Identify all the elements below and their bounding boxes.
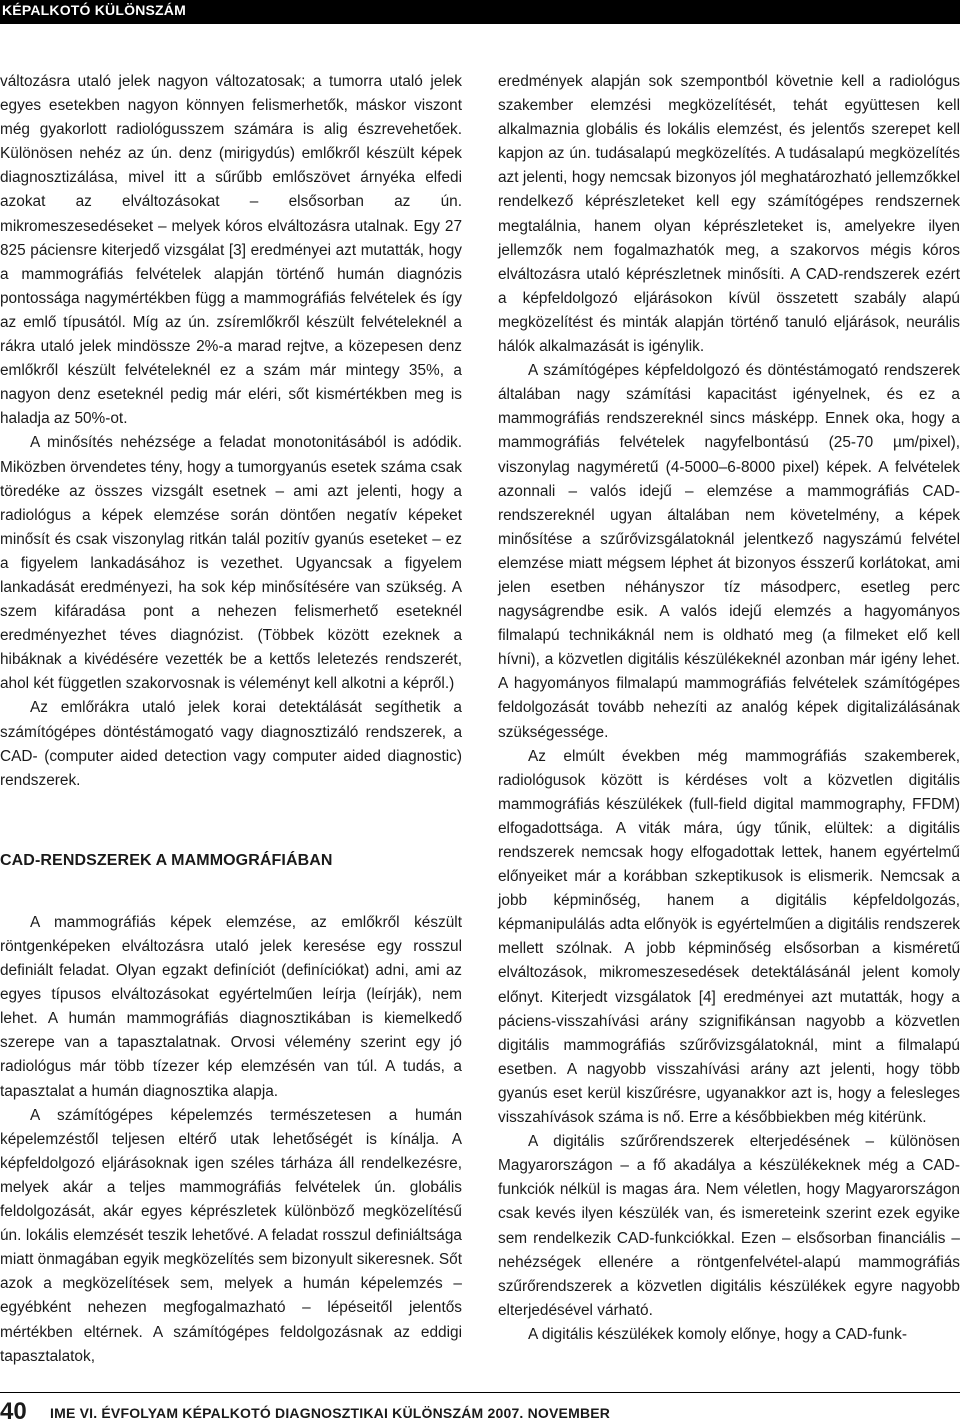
right-column bbox=[498, 70, 960, 1347]
paragraph: A mammográfiás képek elemzése, az emlőkről készült röntgenképeken elváltozásra utaló jelek keresése egy rosszul definiált feladat. Olyan egzakt definíciót (definíciókat) adni, ami az egyes típusos elváltozásokat egyértelműen leírja (leírják), nem lehet. A humán mammográfiás diagnosztikában is kiemelkedő szerepe van a tapasztalatnak. Orvosi vélemény szerint egy jó radiológus már több tízezer kép elemzésén van túl. A tudás, a tapasztalat a humán diagnosztika alapja. bbox=[0, 913, 462, 1100]
paragraph: Az elmúlt években még mammográfiás szakemberek, radiológusok között is kérdéses volt a közvetlen digitális mammográfiás készülékek (full-field digital mammography, FFDM) elfogadottsága. A viták mára, úgy tűnik, elültek: a digitális rendszerek nemcsak hogy elfogadottak lettek, hanem egyértelmű előnyeiket már a korábban szkeptikusok is elismerik. Nemcsak a jobb képminőség, hanem a digitális képfeldolgozás, képmanipulálás adta előnyök is egyértelműen a digitális rendszerek mellett szólnak. A jobb képminőség elsősorban a kisméretű elváltozások, mikromeszesedések detektálásánál jelent komoly előnyt. Kiterjedt vizsgálatok [4] eredményei azt mutatták, hogy a páciens-visszahívási arány szignifikánsan nagyobb a közvetlen digitális mammográfiás szűrővizsgálatoknál, mint a filmalapú esetben. A nagyobb visszahívási arány azt jelenti, hogy több gyanús eset kerül kiszűrésre, ugyanakkor azt is, hogy a felesleges visszahívások száma is nő. Erre a későbbiekben még kitérünk. bbox=[498, 747, 960, 1127]
paragraph: eredmények alapján sok szempontból követnie kell a radiológus szakember elemzési megközelítését, tehát együttesen kell alkalmaznia globális és lokális elemzést, és jelentős szerepet kell kapjon az ún. tudásalapú megközelítés. A tudásalapú megközelítés azt jelenti, hogy nemcsak bizonyos jól meghatározható jellemzőkkel rendelkező képrészleteket kell egy számítógépes rendszernek megtalálnia, hanem olyan képrészleteket is, amelyekre ilyen jellemzők nem fogalmazhatók meg, a szakorvos mégis kóros elváltozásra utaló képrészletnek minősíti. A CAD-rendszerek ezért a képfeldolgozó eljárásokon kívül összetett szabály alapú megközelítést és minták alapján történő tanuló eljárások, neurális hálók alkalmazását is igénylik. bbox=[498, 73, 960, 356]
paragraph: Az emlőrákra utaló jelek korai detektálását segíthetik a számítógépes döntéstámogató vagy diagnosztizáló rendszerek, a CAD- (computer aided detection vagy computer aided diagnostic) rendszerek. bbox=[0, 699, 462, 789]
paragraph: A számítógépes képfeldolgozó és döntéstámogató rendszerek általában nagy számítási kapacitást igényelnek, és ez a mammográfiás rendszereknél sincs másképp. Ennek oka, hogy a mammográfiás felvételek nagyfelbontású (25-70 µm/pixel), viszonylag nagyméretű (4-5000–6-8000 pixel) képek. A felvételek azonnali – valós idejű – elemzése a mammográfiás CAD-rendszereknél ugyan általában nem követelmény, a képek minősítése a szűrővizsgálatoknál jelentkező nagyszámú felvétel elemzése miatt mégsem léphet át bizonyos ésszerű korlátokat, ami jelen esetben néhányszor tíz másodperc, esetleg perc nagyságrendbe esik. A valós idejű elemzés a hagyományos filmalapú technikáknál nem is oldható meg (a filmeket elő kell hívni), a közvetlen digitális készülékeknél azonban már igény lehet. A hagyományos filmalapú mammográfiás felvételek számítógépes feldolgozását tovább nehezíti az analóg képek digitalizálásának szükségessége. bbox=[498, 362, 960, 741]
header-bar bbox=[0, 0, 960, 24]
paragraph: A minősítés nehézsége a feladat monotonitásából is adódik. Miközben örvendetes tény, hogy a tumorgyanús esetek száma csak töredéke az összes vizsgált esetnek – ami azt jelenti, hogy a radiológus a képek elemzése során döntően negatív képeket minősít és csak viszonylag ritkán talál pozitív gyanús eseteket – ez a figyelem lankadásához is vezethet. Ugyancsak a figyelem lankadását eredményezi, ha sok kép minősítésére van szükség. A szem kifáradása pont a nehezen felismerhető eseteknél eredményezhet téves diagnózist. (Többek között ezeknek a hibáknak a kivédésére vezették be a kettős leletezés rendszerét, ahol két független szakorvosnak is véleményt kell alkotni a képről.) bbox=[0, 434, 462, 693]
paragraph: A digitális szűrőrendszerek elterjedésének – különösen Magyarországon – a fő akadálya a készülékeknek még a CAD-funkciók nélkül is magas ára. Nem véletlen, hogy Magyarországon csak kevés ilyen készülék van, és ismereteink szerint ezek egyike sem rendelkezik CAD-funkciókkal. Ezen – elsősorban financiális – nehézségek ellenére a röntgenfelvétel-alapú mammográfiás szűrőrendszerek a közvetlen digitális készülékek egyre nagyobb elterjedésével várható. bbox=[498, 1133, 960, 1319]
footer-rule bbox=[0, 1392, 960, 1393]
left-column bbox=[0, 70, 462, 1369]
paragraph: A számítógépes képelemzés természetesen a humán képelemzéstől teljesen eltérő utak lehetőségét is kínálja. A képfeldolgozó eljárásoknak igen széles tárháza áll rendelkezésre, melyek akár a teljes mammográfiás felvételek ún. globális feldolgozását, akár egyes képrészletek különböző megközelítésű ún. lokális elemzését teszik lehetővé. A feladat rosszul definiáltsága miatt önmagában egyik megközelítés sem bizonyult sikeresnek. Sőt azok a megközelítések sem, melyek a humán képelemzés – egyébként nehezen megfogalmazható – lépéseitől jelentős mértékben eltérnek. A számítógépes feldolgozásnak az eddigi tapasztalatok, bbox=[0, 1106, 462, 1365]
paragraph: A digitális készülékek komoly előnye, hogy a CAD-funk- bbox=[528, 1325, 907, 1343]
footer-text: IME VI. ÉVFOLYAM KÉPALKOTÓ DIAGNOSZTIKAI KÜLÖNSZÁM 2007. NOVEMBER bbox=[50, 1405, 611, 1421]
section-label: KÉPALKOTÓ KÜLÖNSZÁM bbox=[2, 2, 186, 18]
section-heading: CAD-RENDSZEREK A MAMMOGRÁFIÁBAN bbox=[0, 851, 333, 869]
page-number: 40 bbox=[0, 1398, 27, 1425]
paragraph: változásra utaló jelek nagyon változatosak; a tumorra utaló jelek egyes esetekben nagyon könnyen felismerhetők, máskor viszont még gyakorlott radiológusszem számára is alig észrevehetőek. Különösen nehéz az ún. denz (mirigydús) emlőkről készült képek diagnosztizálása, mivel itt a sűrűbb emlőszövet árnyéka elfedi azokat az elváltozásokat – elsősorban az ún. mikromeszesedéseket – melyek kóros elváltozásra utalnak. Egy 27 825 páciensre kiterjedő vizsgálat [3] eredményei azt mutatták, hogy a mammográfiás felvételek alapján történő humán diagnózis pontossága nagymértékben függ a mammográfiás felvételek és így az emlő típusától. Míg az ún. zsíremlőkről készült felvételeknél a rákra utaló jelek mindössze 2%-a marad rejtve, a közepesen denz emlőkről készült felvételeknél ez a szám már mintegy 35%, a nagyon denz eseteknél pedig már eléri, sőt kismértékben meg is haladja az 50%-ot. bbox=[0, 73, 462, 428]
